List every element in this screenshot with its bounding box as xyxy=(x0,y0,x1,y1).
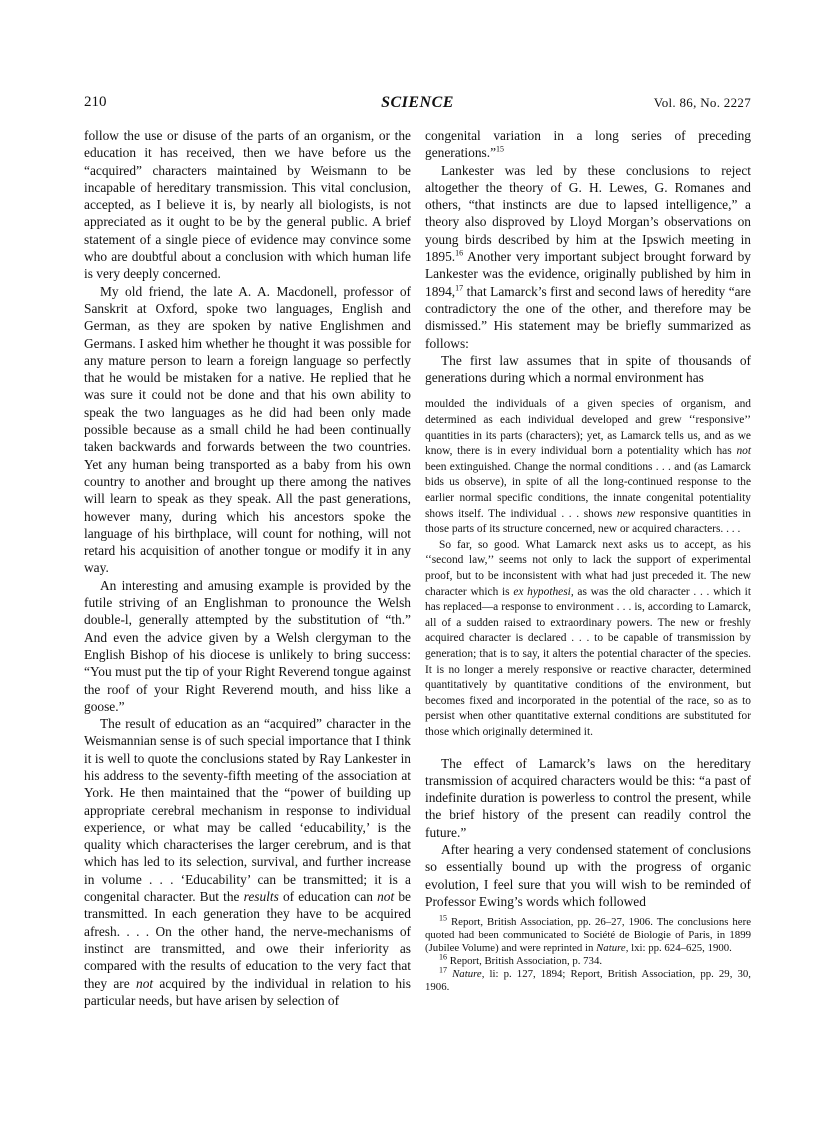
emphasis: Nature, xyxy=(452,968,485,981)
footnotes xyxy=(425,913,751,994)
footnote-number: 17 xyxy=(439,965,447,975)
footnote-ref: 16 xyxy=(455,248,464,258)
paragraph: My old friend, the late A. A. Macdonell, professor of Sanskrit at Oxford, spoke two languages, English and German, as they are spoken by native Englishmen and Germans. I asked him whether he thought it was possible for any mature person to learn a foreign language so perfectly that he would be mistaken for a native. He replied that he was sure it could not be done and that his own ability to speak the two languages as he did had been only made possible because as a small child he had been continually taken backwards and forwards between the two countries. Yet any human being transported as a baby from his own country to another and brought up there among the natives will learn to speak as they speak. All the past generations, however many, during which his ancestors spoke the language of his birthplace, will count for nothing, will not retard his acquisition of another tongue or modify it in any way. xyxy=(84,283,411,576)
paragraph: follow the use or disuse of the parts of an organism, or the education it has received, then we have before us the “acquired” characters maintained by Weismann to be incapable of hereditary transmission. This vital conclusion, accepted, as I believe it is, by nearly all biologists, is not appreciated as it ought to be by the general public. A brief statement of a single piece of evidence may convince some who are doubtful about a conclusion with which human life is very deeply concerned. xyxy=(84,128,411,282)
footnote: $^{16}$ Report, British Association, p. 734. xyxy=(439,952,603,968)
paragraph: Lankester was led by these conclusions to reject altogether the theory of G. H. Lewes, G. Romanes and others, “that instincts are due to lapsed intelligence,” a theory also disproved by Lloyd Morgan’s observations on young birds described by him at the Ipswich meeting in 1895.16 Another very important subject brought forward by Lankester was the evidence, originally published by him in 1894,17 that Lamarck’s first and second laws of heredity “are contradictory the one of the other, and therefore may be dismissed.” His statement may be briefly summarized as follows: xyxy=(425,162,751,351)
page-number: 210 xyxy=(84,94,107,110)
right-column xyxy=(425,127,751,994)
emphasis: ex hypothesi, xyxy=(513,585,574,598)
left-column xyxy=(84,127,411,1009)
footnote-number: 15 xyxy=(439,913,447,923)
paragraph: An interesting and amusing example is provided by the futile striving of an Englishman to pronounce the Welsh double-l, generally attempted by the substitution of “th.” And even the advice given by a Welsh clergyman to the English Bishop of his diocese is unlikely to bring success: “You must put the tip of your Right Reverend tongue against the roof of your Right Reverend mouth, and hiss like a goose.” xyxy=(84,577,411,714)
footnote: $^{15}$ Report, British Association, pp. 26–27, 1906. The conclusions here quoted had been communicated to Société de Biologie of Paris, in 1899 (Jubilee Volume) and were reprinted in Nature, lxi: pp. 624–625, 1900. xyxy=(425,913,751,955)
quote-paragraph: moulded the individuals of a given species of organism, and determined as each individual developed and grew ‘‘responsive’’ quantities in its parts (characters); yet, as Lamarck tells us, and as we know, there is in every individual born a potentiality which has not been extinguished. Change the normal conditions . . . and (as Lamarck bids us observe), in spite of all the long-continued response to the earlier normal specific conditions, the innate congenital potentiality shows itself. The individual . . . shows new responsive quantities in those parts of its structure concerned, new or acquired characters. . . . xyxy=(425,398,751,536)
footnote: $^{17}$ Nature, li: p. 127, 1894; Report, British Association, pp. 29, 30, 1906. xyxy=(425,965,751,994)
volume-issue: Vol. 86, No. 2227 xyxy=(653,95,751,110)
emphasis: not xyxy=(136,975,154,991)
block-quote xyxy=(425,397,751,740)
emphasis: not xyxy=(736,445,751,458)
emphasis: new xyxy=(616,507,636,520)
paragraph: The first law assumes that in spite of thousands of generations during which a normal environment has xyxy=(425,352,751,386)
paragraph: congenital variation in a long series of preceding generations.”$^{15}$ xyxy=(425,128,751,161)
emphasis: Nature, xyxy=(596,942,629,955)
footnote-ref: 15 xyxy=(496,144,505,154)
footnote-ref: 17 xyxy=(455,283,464,293)
paragraph: The result of education as an “acquired” character in the Weismannian sense is of such special importance that I think it is well to quote the conclusions stated by Ray Lankester in his address to the seventy-fifth meeting of the association at York. He then maintained that the “power of building up appropriate cerebral mechanism in response to individual experience, or what may be called ‘educability,’ is the quality which characterises the larger cerebrum, and is that which has led to its selection, survival, and further increase in volume . . . ‘Educability’ can be transmitted; it is a congenital character. But the results of education can not be transmitted. In each generation they have to be acquired afresh. . . . On the other hand, the nerve-mechanisms of instinct are transmitted, and owe their inferiority as compared with the results of education to the very fact that they are not acquired by the individual in relation to his particular needs, but have arisen by selection of xyxy=(84,716,411,1008)
paragraph: The effect of Lamarck’s laws on the hereditary transmission of acquired characters would be this: “a past of indefinite duration is powerless to control the present, while the brief history of the present can readily control the future.” xyxy=(425,755,751,840)
paragraph: After hearing a very condensed statement of conclusions so essentially bound up with the progress of organic evolution, I feel sure that you will wish to be reminded of Professor Ewing’s words which followed xyxy=(425,842,751,909)
footnote-number: 16 xyxy=(439,952,447,962)
journal-title: SCIENCE xyxy=(381,94,454,111)
page-header xyxy=(84,94,751,116)
emphasis: not xyxy=(377,889,395,905)
emphasis: results xyxy=(243,889,279,905)
quote-paragraph: So far, so good. What Lamarck next asks us to accept, as his ‘‘second law,’’ seems not only to lack the support of experimental proof, but to be inconsistent with what had just preceded it. The new character which is ex hypothesi, as was the old character . . . which it has replaced—a response to environment . . . is, according to Lamarck, all of a sudden raised to extraordinary powers. The new or freshly acquired character is declared . . . to be capable of transmission by generation; that is to say, it alters the potential character of the species. It is no longer a merely responsive or reactive character, determined quantitatively by quantitative conditions of the environment, but becomes fixed and incorporated in the potential of the race, so as to persist when other quantitative external conditions are substituted for those which originally determined it. xyxy=(425,538,752,738)
